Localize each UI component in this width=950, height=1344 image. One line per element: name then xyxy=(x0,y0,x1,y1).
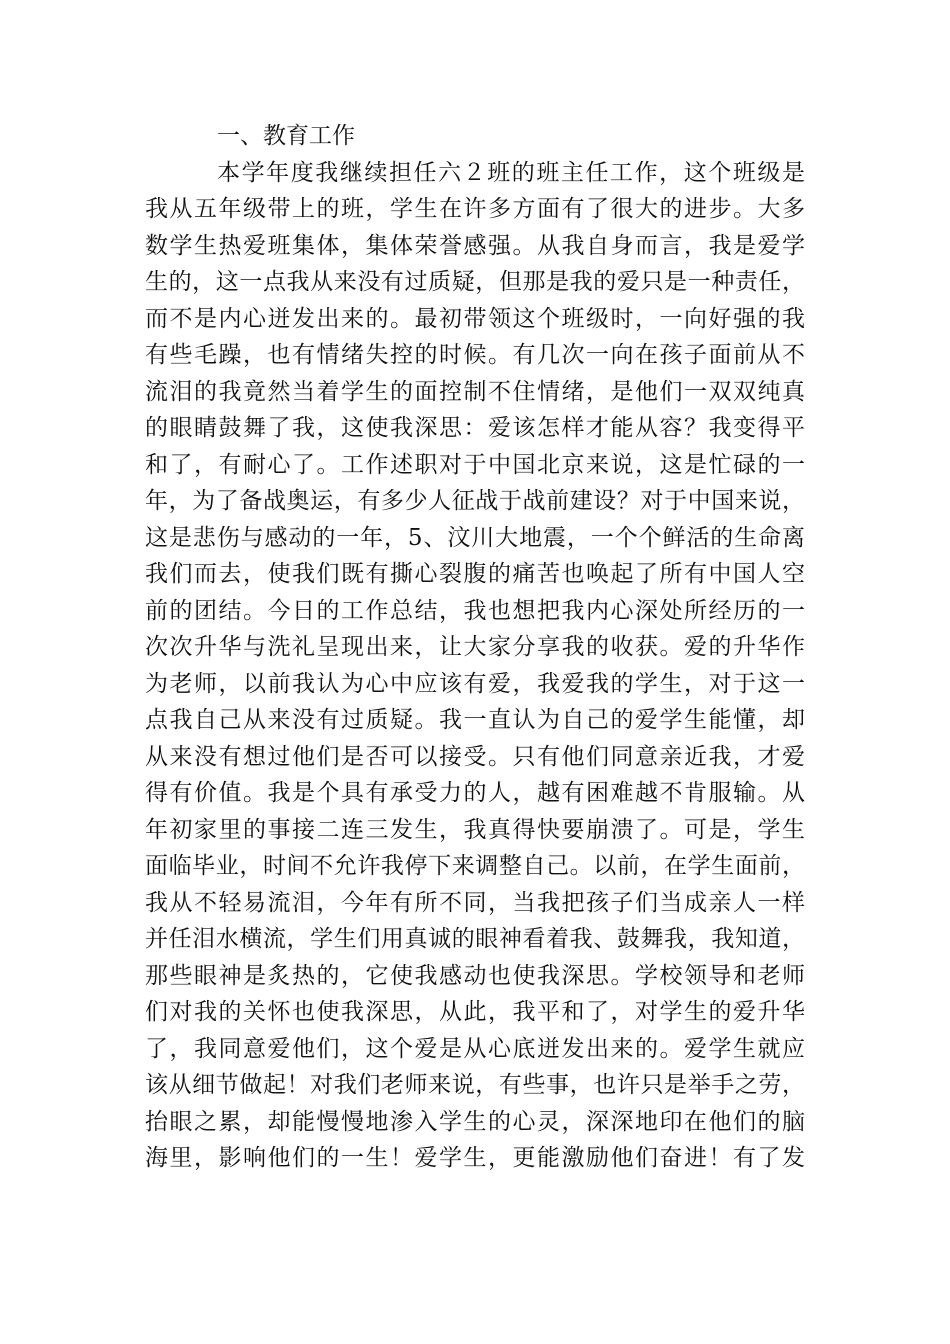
paragraph-line: 我们而去，使我们既有撕心裂腹的痛苦也唤起了所有中国人空 xyxy=(145,561,805,587)
paragraph-line: 的眼睛鼓舞了我，这使我深思：爱该怎样才能从容？我变得平 xyxy=(145,415,805,441)
paragraph-line: 和了，有耐心了。工作述职对于中国北京来说，这是忙碌的一 xyxy=(145,451,805,478)
paragraph-line: 从来没有想过他们是否可以接受。只有他们同意亲近我，才爱 xyxy=(145,743,805,770)
paragraph-line: 流泪的我竟然当着学生的面控制不住情绪，是他们一双双纯真 xyxy=(145,378,805,405)
paragraph-line: 抬眼之累，却能慢慢地渗入学生的心灵，深深地印在他们的脑 xyxy=(145,1108,805,1135)
paragraph-line: 那些眼神是炙热的，它使我感动也使我深思。学校领导和老师 xyxy=(145,962,805,989)
paragraph-line: 为老师，以前我认为心中应该有爱，我爱我的学生，对于这一 xyxy=(145,670,805,697)
paragraph-line: 并任泪水横流，学生们用真诚的眼神看着我、鼓舞我，我知道， xyxy=(145,926,805,952)
paragraph-line: 点我自己从来没有过质疑。我一直认为自己的爱学生能懂，却 xyxy=(145,707,805,733)
paragraph-line: 我从不轻易流泪，今年有所不同，当我把孩子们当成亲人一样 xyxy=(145,889,805,916)
paragraph-line: 而不是内心迸发出来的。最初带领这个班级时，一向好强的我 xyxy=(145,305,805,332)
paragraph-line: 年，为了备战奥运，有多少人征战于战前建设？对于中国来说， xyxy=(145,488,805,514)
paragraph-line: 我从五年级带上的班，学生在许多方面有了很大的进步。大多 xyxy=(145,196,805,222)
paragraph-line: 前的团结。今日的工作总结，我也想把我内心深处所经历的一 xyxy=(145,597,805,624)
paragraph-line: 海里，影响他们的一生！爱学生，更能激励他们奋进！有了发 xyxy=(145,1145,805,1171)
paragraph-line: 本学年度我继续担任六２班的班主任工作，这个班级是 xyxy=(217,159,805,186)
paragraph-line: 了，我同意爱他们，这个爱是从心底迸发出来的。爱学生就应 xyxy=(145,1035,805,1062)
paragraph-line: 生的，这一点我从来没有过质疑，但那是我的爱只是一种责任， xyxy=(145,269,805,295)
paragraph-line: 数学生热爱班集体，集体荣誉感强。从我自身而言，我是爱学 xyxy=(145,232,805,259)
paragraph-line: 面临毕业，时间不允许我停下来调整自己。以前，在学生面前， xyxy=(145,853,805,879)
paragraph-line: 这是悲伤与感动的一年，5、汶川大地震，一个个鲜活的生命离 xyxy=(145,524,805,551)
paragraph-line: 次次升华与洗礼呈现出来，让大家分享我的收获。爱的升华作 xyxy=(145,634,805,660)
paragraph-line: 们对我的关怀也使我深思，从此，我平和了，对学生的爱升华 xyxy=(145,999,805,1025)
paragraph-line: 年初家里的事接二连三发生，我真得快要崩溃了。可是，学生 xyxy=(145,816,805,843)
paragraph-line: 得有价值。我是个具有承受力的人，越有困难越不肯服输。从 xyxy=(145,780,805,806)
section-heading: 一、教育工作 xyxy=(217,123,355,149)
paragraph-line: 该从细节做起！对我们老师来说，有些事，也许只是举手之劳， xyxy=(145,1072,805,1098)
paragraph-line: 有些毛躁，也有情绪失控的时候。有几次一向在孩子面前从不 xyxy=(145,342,805,368)
document-body xyxy=(145,118,805,1177)
